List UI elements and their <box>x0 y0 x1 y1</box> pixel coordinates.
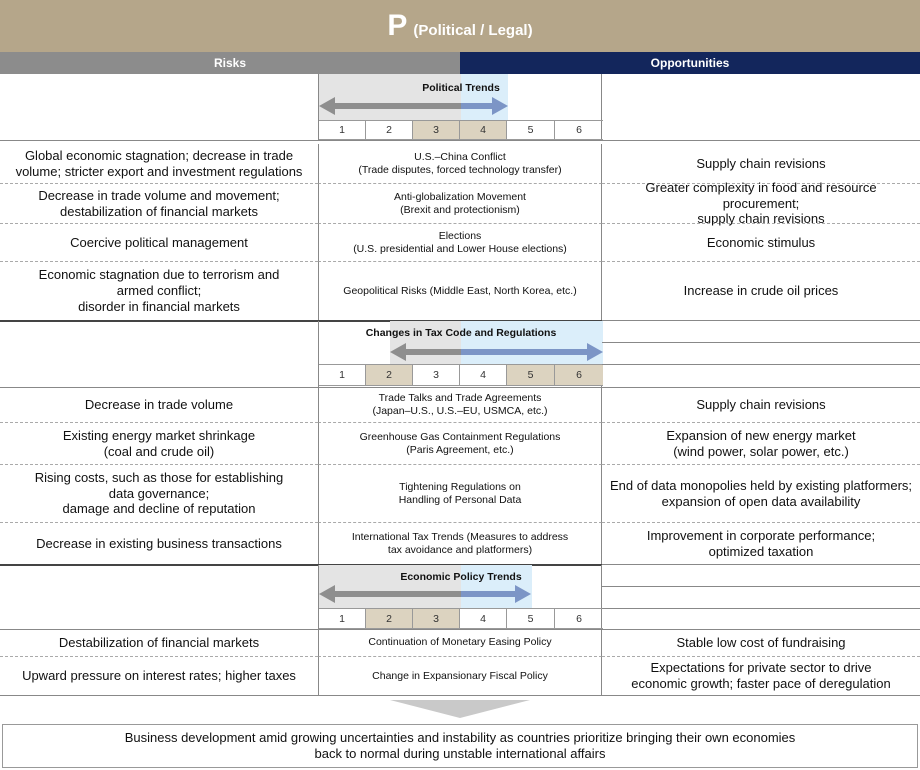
trend-arrow-political <box>319 96 603 116</box>
risk-cell: Decrease in existing business transactions <box>36 535 282 551</box>
divider <box>602 564 920 565</box>
scale-cell: 6 <box>555 608 603 629</box>
scale-cell: 3 <box>413 364 460 386</box>
topic-cell: Tightening Regulations on Handling of Personal Data <box>318 465 602 523</box>
divider <box>602 342 920 343</box>
topic-cell: Trade Talks and Trade Agreements (Japan–U.S., U.S.–EU, USMCA, etc.) <box>318 387 602 423</box>
divider <box>602 586 920 587</box>
opportunity-cell: Supply chain revisions <box>602 144 920 184</box>
scale-cell-highlight: 4 <box>460 120 507 140</box>
scale-tax <box>319 364 603 386</box>
risk-cell: Coercive political management <box>0 224 318 262</box>
divider <box>602 608 920 609</box>
scale-cell: 4 <box>460 364 507 386</box>
opportunity-cell: End of data monopolies held by existing platformers; expansion of open data availability <box>602 465 920 523</box>
scale-cell: 1 <box>319 120 366 140</box>
scale-cell-highlight: 3 <box>413 120 460 140</box>
scale-cell: 4 <box>460 608 507 629</box>
risk-cell: Decrease in trade volume <box>0 387 318 423</box>
scale-cell: 5 <box>507 608 555 629</box>
scale-cell: 6 <box>555 120 603 140</box>
risk-cell: Decrease in trade volume and movement; destabilization of financial markets <box>0 184 318 224</box>
risks-column-header: Risks <box>0 52 460 74</box>
divider <box>0 140 920 141</box>
risk-cell: Upward pressure on interest rates; higher taxes <box>22 668 296 684</box>
title-letter: P <box>387 9 408 42</box>
risk-cell: Rising costs, such as those for establishing data governance; damage and decline of reputation <box>0 465 318 523</box>
topic-cell: Anti-globalization Movement (Brexit and protectionism) <box>318 184 602 224</box>
opportunity-cell: Expansion of new energy market (wind power, solar power, etc.) <box>602 423 920 465</box>
divider <box>602 320 920 321</box>
opportunity-cell: Greater complexity in food and resource procurement; supply chain revisions <box>602 184 920 224</box>
trend-graphic-tax <box>318 321 602 387</box>
scale-cell: 1 <box>319 364 366 386</box>
page-title-bar <box>0 0 920 52</box>
trend-graphic-economic <box>318 565 602 629</box>
opportunity-cell: Supply chain revisions <box>602 387 920 423</box>
scale-economic <box>319 608 603 629</box>
topic-cell: Elections (U.S. presidential and Lower House elections) <box>318 224 602 262</box>
down-chevron-icon <box>390 700 530 718</box>
topic-cell: Greenhouse Gas Containment Regulations (Paris Agreement, etc.) <box>318 423 602 465</box>
trend-title: Political Trends <box>422 82 500 94</box>
divider <box>0 695 920 696</box>
scale-political <box>319 120 603 140</box>
scale-cell: 1 <box>319 608 366 629</box>
topic-cell: U.S.–China Conflict (Trade disputes, forced technology transfer) <box>318 144 602 184</box>
trend-graphic-political <box>318 74 602 140</box>
scale-cell: 5 <box>507 120 555 140</box>
risk-cell: Economic stagnation due to terrorism and armed conflict; disorder in financial markets <box>38 267 280 314</box>
opportunity-cell: Increase in crude oil prices <box>683 283 839 299</box>
topic-cell: Geopolitical Risks (Middle East, North Korea, etc.) <box>318 262 602 320</box>
scale-cell-highlight: 3 <box>413 608 460 629</box>
risk-cell: Global economic stagnation; decrease in trade volume; stricter export and investment regulations <box>0 144 318 184</box>
trend-arrow-tax <box>319 342 603 362</box>
topic-cell: Change in Expansionary Fiscal Policy <box>318 657 602 695</box>
title-subtitle: (Political / Legal) <box>413 21 533 39</box>
conclusion-box: Business development amid growing uncertainties and instability as countries prioritize bringing their own economies back to normal during unstable international affairs <box>2 724 918 768</box>
opportunity-cell: Stable low cost of fundraising <box>602 629 920 657</box>
scale-cell: 2 <box>366 120 413 140</box>
risk-cell: Existing energy market shrinkage (coal and crude oil) <box>0 423 318 465</box>
topic-cell: Continuation of Monetary Easing Policy <box>318 629 602 657</box>
scale-cell-highlight: 5 <box>507 364 555 386</box>
trend-title: Changes in Tax Code and Regulations <box>365 327 557 339</box>
scale-cell-highlight: 2 <box>366 608 413 629</box>
opportunities-column-header: Opportunities <box>460 52 920 74</box>
scale-cell-highlight: 6 <box>555 364 603 386</box>
opportunity-cell: Improvement in corporate performance; optimized taxation <box>646 527 876 559</box>
divider <box>602 364 920 365</box>
trend-title: Economic Policy Trends <box>400 571 522 583</box>
topic-cell: International Tax Trends (Measures to address tax avoidance and platformers) <box>318 523 602 564</box>
scale-cell-highlight: 2 <box>366 364 413 386</box>
trend-arrow-economic <box>319 584 603 604</box>
opportunity-cell: Expectations for private sector to drive economic growth; faster pace of deregulation <box>631 660 891 691</box>
risk-cell: Destabilization of financial markets <box>0 629 318 657</box>
opportunity-cell: Economic stimulus <box>602 224 920 262</box>
